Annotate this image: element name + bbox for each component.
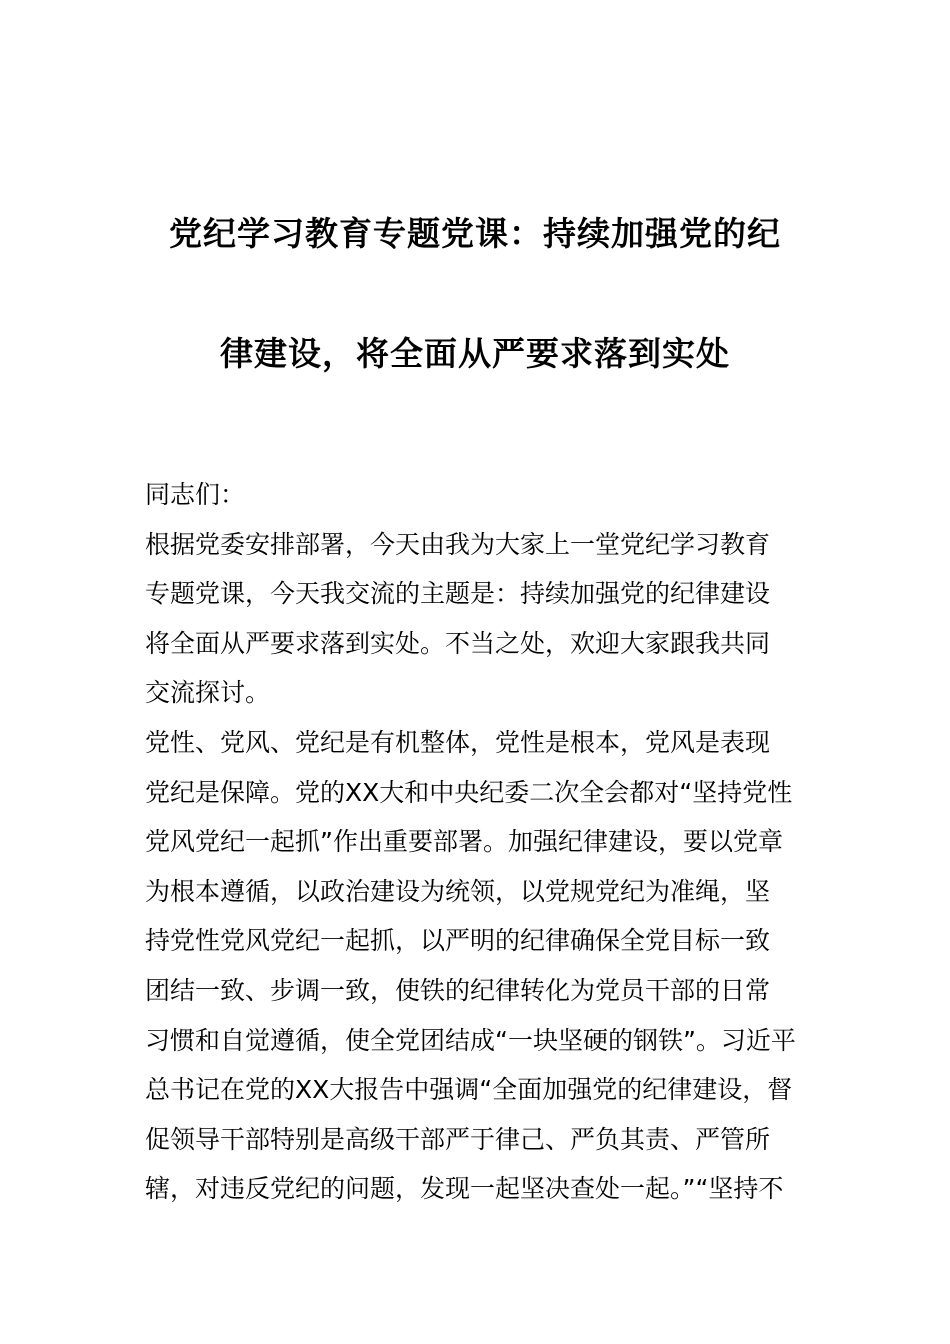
paragraph-line: 总书记在党的XX大报告中强调“全面加强党的纪律建设，督	[145, 1075, 793, 1105]
paragraph-line: 习惯和自觉遵循，使全党团结成“一块坚硬的钢铁”。习近平	[145, 1025, 796, 1055]
paragraph-line: 将全面从严要求落到实处。不当之处，欢迎大家跟我共同	[145, 628, 771, 658]
paragraph-line: 党性、党风、党纪是有机整体，党性是根本，党风是表现	[145, 727, 771, 757]
paragraph-line: 辖，对违反党纪的问题，发现一起坚决查处一起。”“坚持不	[145, 1174, 784, 1204]
paragraph-line: 团结一致、步调一致，使铁的纪律转化为党员干部的日常	[145, 975, 771, 1005]
paragraph-line: 根据党委安排部署，今天由我为大家上一堂党纪学习教育	[145, 529, 771, 559]
document-title-line-1: 党纪学习教育专题党课：持续加强党的纪	[169, 214, 781, 253]
paragraph-line: 党纪是保障。党的XX大和中央纪委二次全会都对“坚持党性	[145, 777, 793, 807]
document-title-line-2: 律建设，将全面从严要求落到实处	[220, 334, 730, 373]
paragraph-line: 促领导干部特别是高级干部严于律己、严负其责、严管所	[145, 1124, 771, 1154]
paragraph-line: 持党性党风党纪一起抓，以严明的纪律确保全党目标一致	[145, 926, 771, 956]
salutation: 同志们：	[145, 480, 246, 509]
paragraph-line: 专题党课，今天我交流的主题是：持续加强党的纪律建设	[145, 579, 771, 609]
paragraph-line: 党风党纪一起抓”作出重要部署。加强纪律建设，要以党章	[145, 827, 783, 857]
paragraph-line: 为根本遵循，以政治建设为统领，以党规党纪为准绳，坚	[145, 876, 771, 906]
paragraph-line: 交流探讨。	[145, 678, 271, 708]
document-body	[145, 470, 815, 1214]
